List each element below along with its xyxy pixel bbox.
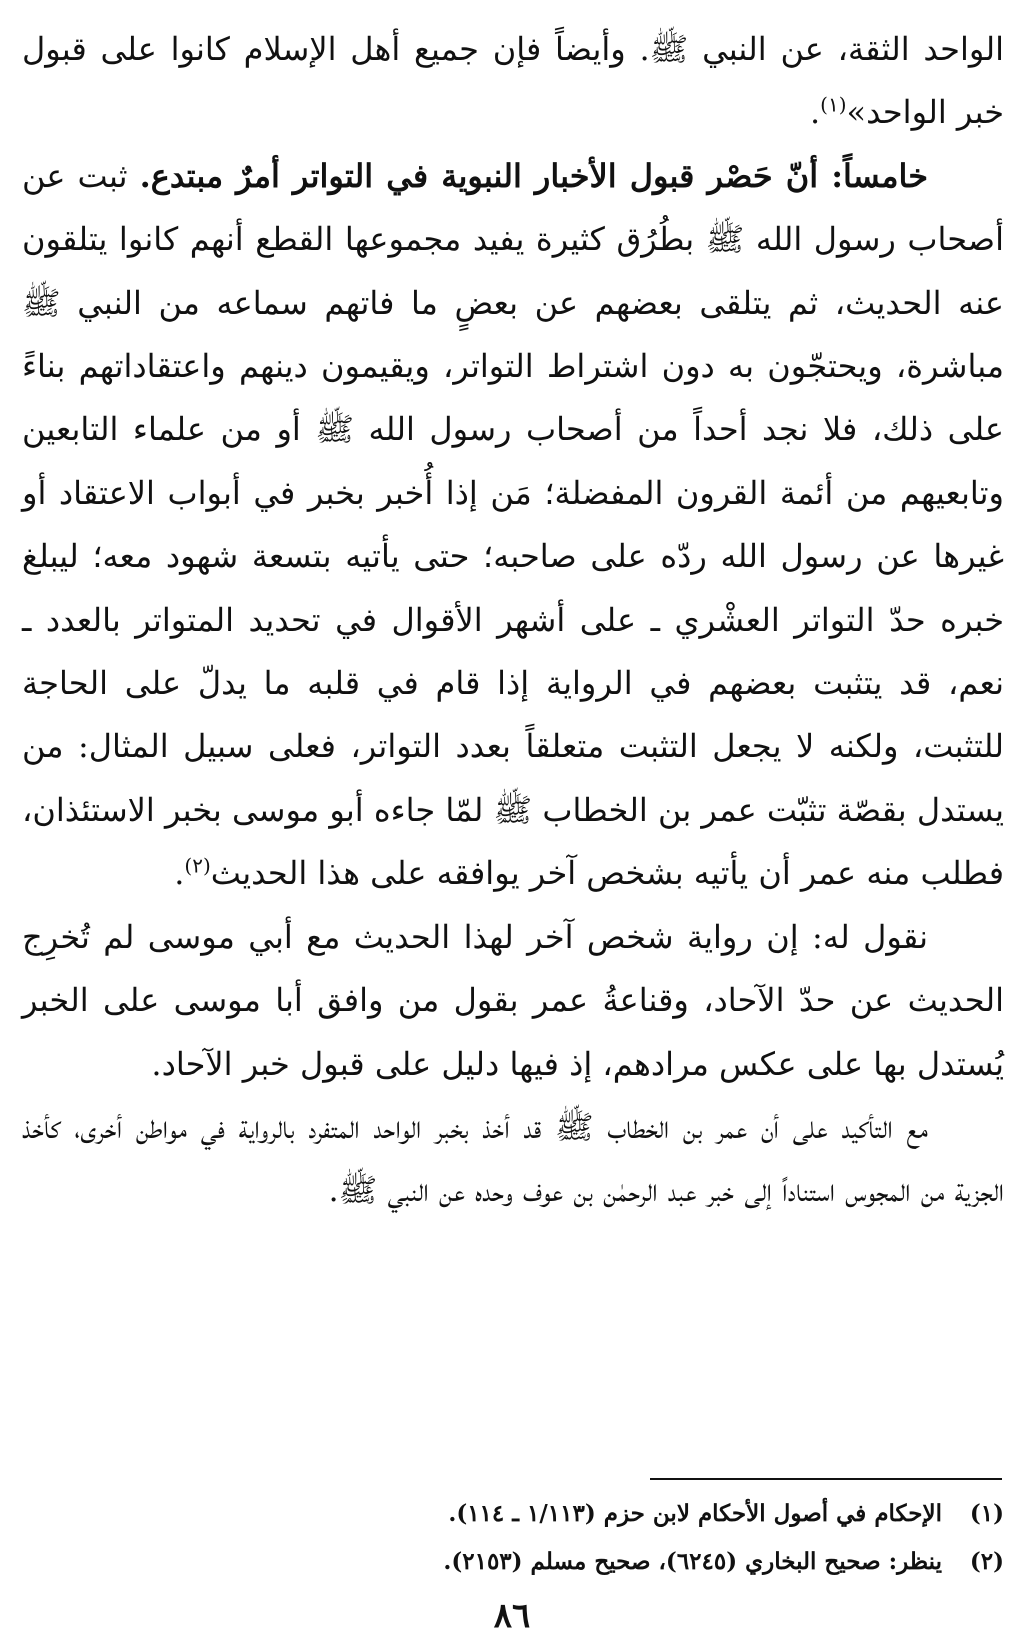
footnote-1-number: (١): [969, 1500, 1004, 1527]
paragraph-3: [22, 906, 1004, 1096]
page-body: [22, 18, 1004, 1223]
paragraph-2: [22, 145, 1004, 906]
paragraph-1-text: الواحد الثقة، عن النبي ﷺ. وأيضاً فإن جميع أهل الإسلام كانوا على قبول خبر الواحد»: [22, 30, 1004, 132]
paragraph-2-end: .: [174, 854, 185, 893]
paragraph-1-end: .: [809, 93, 821, 132]
footnote-divider: [650, 1478, 1002, 1480]
paragraph-4-text: مع التأكيد على أن عمر بن الخطاب ﷺ قد أخذ بخبر الواحد المتفرد بالرواية في مواطن أخرى، كأخذ الجزية من المجوس استناداً إلى خبر عبد الرحمٰن بن عوف وحده عن النبي ﷺ.: [22, 1107, 1004, 1210]
main-text: [22, 18, 1004, 1223]
footnote-1-text: الإحكام في أصول الأحكام لابن حزم (١/١١٣ ـ ١١٤).: [448, 1500, 942, 1527]
paragraph-3-text: نقول له: إن رواية شخص آخر لهذا الحديث مع أبي موسى لم تُخرِج الحديث عن حدّ الآحاد، وقناعةُ عمر بقول من وافق أبا موسى على الخبر يُستدل بها على عكس مرادهم، إذ فيها دليل على قبول خبر الآحاد.: [22, 917, 1004, 1083]
footnotes: [22, 1490, 1004, 1586]
paragraph-2-text: ثبت عن أصحاب رسول الله ﷺ بطُرُق كثيرة يفيد مجموعها القطع أنهم كانوا يتلقون عنه الحديث، ثم يتلقى بعضهم عن بعضٍ ما فاتهم سماعه من النبي ﷺ مباشرة، ويحتجّون به دون اشتراط التواتر، ويقيمون دينهم واعتقاداتهم بناءً على ذلك، فلا نجد أحداً من أصحاب رسول الله ﷺ أو من علماء التابعين وتابعيهم من أئمة القرون المفضلة؛ مَن إذا أُخبر بخبر في أبواب الاعتقاد أو غيرها عن رسول الله ردّه على صاحبه؛ حتى يأتيه بتسعة شهود معه؛ ليبلغ خبره حدّ التواتر العشْري ـ على أشهر الأقوال في تحديد المتواتر بالعدد ـ نعم، قد يتثبت بعضهم في الرواية إذا قام في قلبه ما يدلّ على الحاجة للتثبت، ولكنه لا يجعل التثبت متعلقاً بعدد التواتر، فعلى سبيل المثال: من يستدل بقصّة تثبّت عمر بن الخطاب ﷺ لمّا جاءه أبو موسى بخبر الاستئذان، فطلب منه عمر أن يأتيه بشخص آخر يوافقه على هذا الحديث: [22, 156, 1005, 893]
footnote-2: [22, 1538, 1004, 1586]
footnote-ref-2[interactable]: (٢): [184, 853, 211, 878]
footnote-2-text: ينظر: صحيح البخاري (٦٢٤٥)، صحيح مسلم (٢١٥٣).: [443, 1548, 942, 1575]
footnote-ref-1[interactable]: (١): [820, 92, 847, 117]
paragraph-1: [22, 18, 1004, 145]
footnote-2-number: (٢): [969, 1548, 1004, 1575]
paragraph-4: [22, 1096, 1004, 1223]
section-heading-fifth: خامساً: أنّ حَصْر قبول الأخبار النبوية في التواتر أمرٌ مبتدع.: [139, 156, 929, 195]
footnote-1: [22, 1490, 1004, 1538]
page-number: ٨٦: [493, 1596, 531, 1636]
